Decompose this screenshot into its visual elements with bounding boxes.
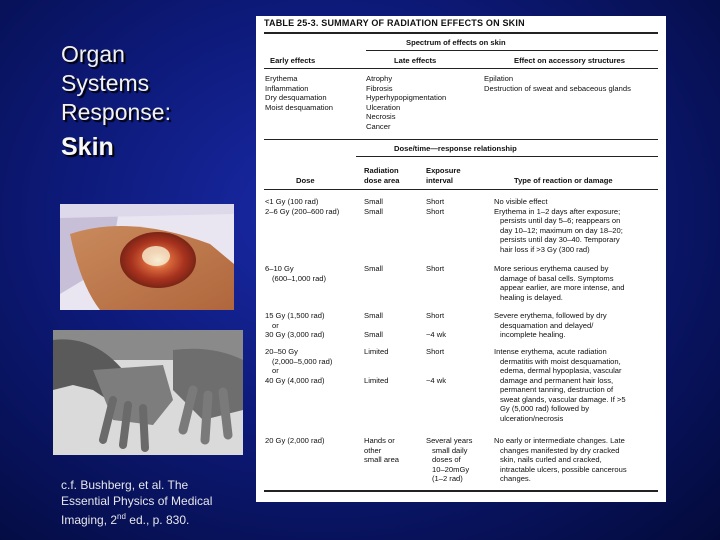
reaction-cell: Gy (5,000 rad) followed by bbox=[500, 404, 590, 413]
reaction-cell: Erythema in 1–2 days after exposure; bbox=[494, 206, 621, 216]
dose-cell: <1 Gy (100 rad) bbox=[265, 197, 319, 206]
col-area: Radiation bbox=[364, 166, 399, 175]
col-accessory-effects: Effect on accessory structures bbox=[514, 56, 625, 65]
title-line: Response: bbox=[61, 99, 171, 125]
reaction-cell: damage and permanent hair loss, bbox=[500, 375, 614, 385]
area-cell: Small bbox=[364, 264, 383, 273]
early-effect-item: Dry desquamation bbox=[265, 93, 327, 102]
interval-cell: Short bbox=[426, 264, 445, 273]
reaction-cell: edema, dermal hypoplasia, vascular bbox=[500, 366, 622, 375]
reaction-cell: sweat glands, vascular damage. If >5 bbox=[500, 394, 626, 404]
col-dose: Dose bbox=[296, 176, 315, 185]
dose-response-header: Dose/time—response relationship bbox=[394, 144, 517, 153]
interval-cell: (1–2 rad) bbox=[432, 474, 463, 483]
col-interval: interval bbox=[426, 176, 454, 185]
interval-cell: Short bbox=[426, 311, 445, 320]
col-area: dose area bbox=[364, 176, 400, 185]
late-effect-item: Cancer bbox=[366, 121, 391, 131]
col-late-effects: Late effects bbox=[394, 56, 437, 65]
interval-cell: Short bbox=[426, 197, 445, 206]
reaction-cell: More serious erythema caused by bbox=[494, 264, 609, 273]
late-effect-item: Hyperhypopigmentation bbox=[366, 93, 447, 102]
table-rule bbox=[264, 68, 658, 69]
reaction-cell: skin, nails curled and cracked, bbox=[500, 455, 602, 464]
dose-cell: 15 Gy (1,500 rad) bbox=[265, 311, 325, 320]
interval-cell: ~4 wk bbox=[426, 330, 447, 339]
reaction-cell: hair loss if >3 Gy (300 rad) bbox=[500, 244, 590, 254]
table-rule bbox=[264, 189, 658, 190]
skin-burn-photo bbox=[60, 204, 234, 310]
dose-cell: 30 Gy (3,000 rad) bbox=[265, 330, 325, 339]
early-effect-item: Moist desquamation bbox=[265, 102, 333, 112]
interval-cell: Several years bbox=[426, 436, 473, 445]
col-interval: Exposure bbox=[426, 166, 461, 175]
area-cell: Small bbox=[364, 330, 383, 339]
slide-title bbox=[61, 40, 251, 162]
reaction-cell: No visible effect bbox=[494, 197, 548, 206]
area-cell: Small bbox=[364, 197, 383, 206]
caption-superscript: nd bbox=[117, 512, 126, 521]
reaction-cell: desquamation and delayed/ bbox=[500, 320, 594, 330]
interval-cell: Short bbox=[426, 347, 445, 356]
spectrum-header: Spectrum of effects on skin bbox=[406, 38, 506, 47]
title-line: Systems bbox=[61, 70, 150, 96]
early-effect-item: Erythema bbox=[265, 74, 298, 83]
caption-text: Imaging, 2 bbox=[61, 513, 118, 527]
dose-cell: (600–1,000 rad) bbox=[272, 273, 327, 283]
reaction-cell: dermatitis with moist desquamation, bbox=[500, 356, 621, 366]
dose-cell: 20–50 Gy bbox=[265, 347, 298, 356]
reaction-cell: Intense erythema, acute radiation bbox=[494, 347, 607, 356]
col-reaction: Type of reaction or damage bbox=[514, 176, 613, 185]
reaction-cell: permanent tanning, destruction of bbox=[500, 385, 614, 394]
dose-cell: 6–10 Gy bbox=[265, 264, 294, 273]
accessory-effect-item: Epilation bbox=[484, 74, 514, 83]
title-line: Organ bbox=[61, 41, 125, 67]
interval-cell: 10–20mGy bbox=[432, 464, 470, 474]
reaction-cell: incomplete healing. bbox=[500, 330, 566, 339]
area-cell: Small bbox=[364, 206, 383, 216]
area-cell: other bbox=[364, 445, 382, 455]
interval-cell: doses of bbox=[432, 455, 461, 464]
col-early-effects: Early effects bbox=[270, 56, 316, 65]
table-rule bbox=[366, 50, 658, 51]
caption-line: Essential Physics of Medical bbox=[61, 494, 213, 508]
late-effect-item: Ulceration bbox=[366, 102, 401, 112]
dose-cell: or bbox=[272, 366, 279, 375]
late-effect-item: Fibrosis bbox=[366, 83, 393, 93]
late-effect-item: Necrosis bbox=[366, 112, 396, 121]
reaction-cell: damage of basal cells. Symptoms bbox=[500, 273, 614, 283]
area-cell: Limited bbox=[364, 375, 389, 385]
radiation-effects-table bbox=[256, 16, 666, 502]
late-effect-item: Atrophy bbox=[366, 74, 393, 83]
dose-cell: 20 Gy (2,000 rad) bbox=[265, 436, 325, 445]
reaction-cell: ulceration/necrosis bbox=[500, 413, 564, 423]
table-rule bbox=[264, 139, 658, 140]
reaction-cell: Severe erythema, followed by dry bbox=[494, 311, 607, 320]
interval-cell: small daily bbox=[432, 445, 468, 455]
reaction-cell: No early or intermediate changes. Late bbox=[494, 436, 625, 445]
accessory-effect-item: Destruction of sweat and sebaceous glands bbox=[484, 83, 631, 93]
reaction-cell: healing is delayed. bbox=[500, 292, 563, 302]
reaction-cell: day 10–12; maximum on day 18–20; bbox=[500, 225, 623, 235]
table-rule bbox=[264, 32, 658, 34]
reaction-cell: persists until day 5–6; reappears on bbox=[500, 216, 621, 225]
dose-cell: 40 Gy (4,000 rad) bbox=[265, 375, 325, 385]
dose-cell: or bbox=[272, 320, 279, 330]
caption-text: ed., p. 830. bbox=[125, 513, 190, 527]
reaction-cell: appear earlier, are more intense, and bbox=[500, 283, 625, 292]
source-caption bbox=[61, 477, 261, 528]
reaction-cell: persists until day 30–40. Temporary bbox=[500, 235, 620, 244]
title-emphasis: Skin bbox=[61, 133, 114, 161]
reaction-cell: changes manifested by dry cracked bbox=[500, 445, 620, 455]
early-effect-item: Inflammation bbox=[265, 83, 309, 93]
dose-cell: (2,000–5,000 rad) bbox=[272, 356, 333, 366]
table-title: TABLE 25-3. SUMMARY OF RADIATION EFFECTS ON SKIN bbox=[264, 18, 525, 28]
reaction-cell: changes. bbox=[500, 474, 531, 483]
dose-cell: 2–6 Gy (200–600 rad) bbox=[265, 206, 340, 216]
area-cell: small area bbox=[364, 455, 400, 464]
caption-line bbox=[61, 509, 261, 528]
table-rule bbox=[356, 156, 658, 157]
caption-line: c.f. Bushberg, et al. The bbox=[61, 478, 189, 492]
reaction-cell: intractable ulcers, possible cancerous bbox=[500, 464, 627, 474]
area-cell: Hands or bbox=[364, 436, 395, 445]
interval-cell: Short bbox=[426, 206, 445, 216]
area-cell: Limited bbox=[364, 347, 389, 356]
hands-photo bbox=[53, 330, 243, 455]
table-rule bbox=[264, 490, 658, 492]
area-cell: Small bbox=[364, 311, 383, 320]
interval-cell: ~4 wk bbox=[426, 375, 447, 385]
